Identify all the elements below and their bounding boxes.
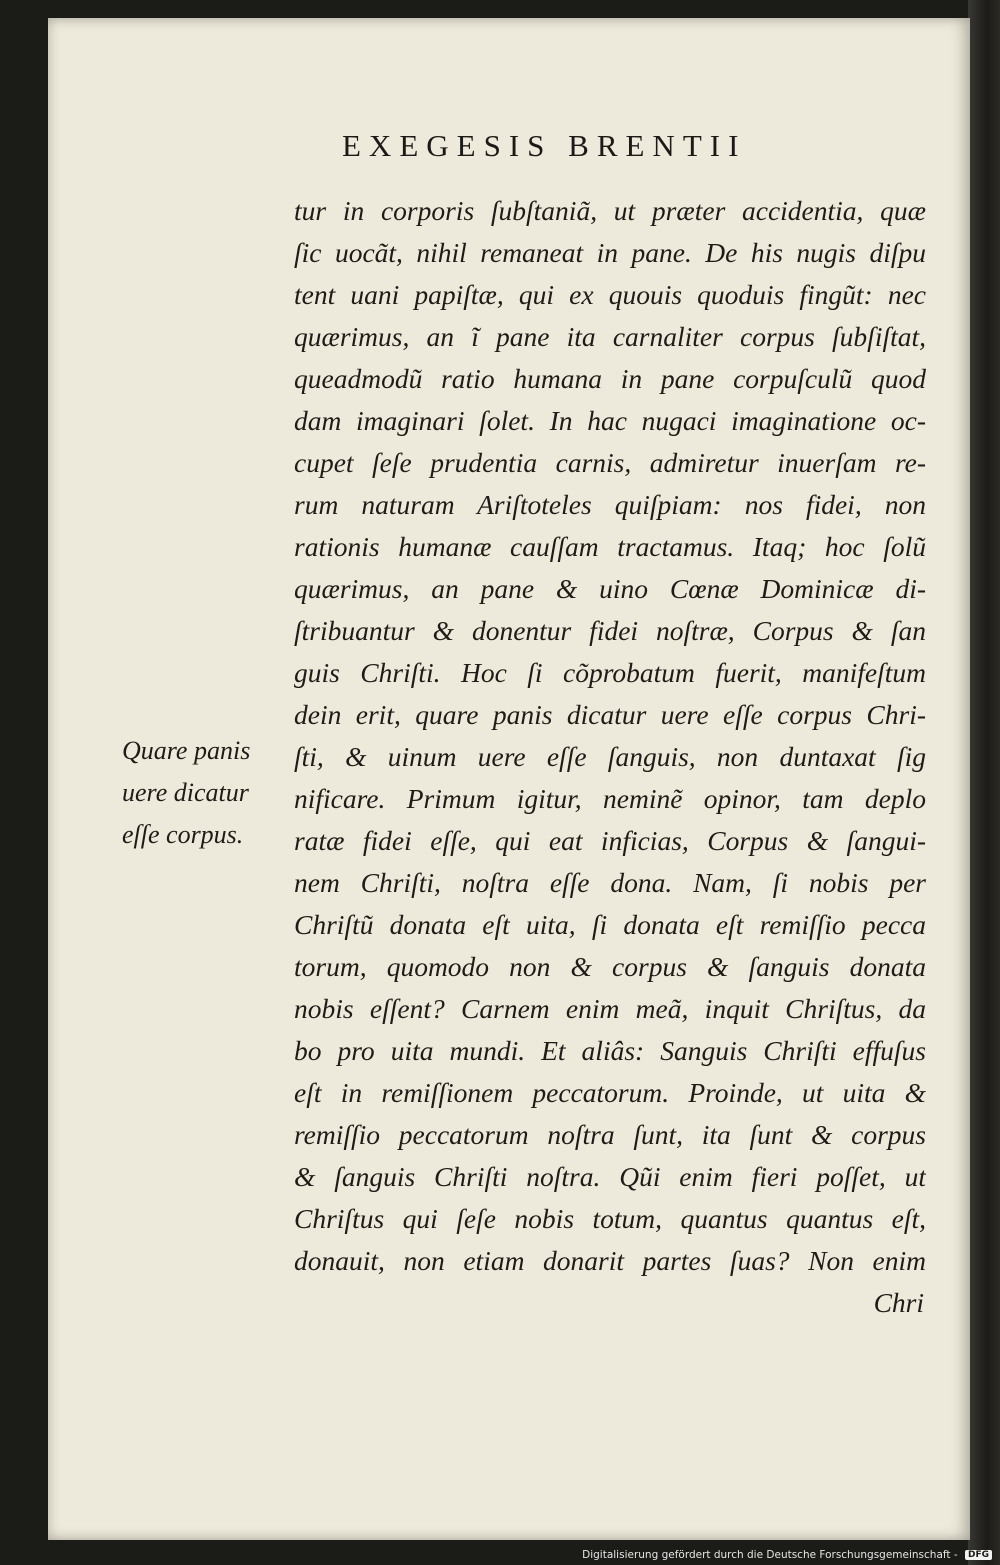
book-spine-edge <box>968 0 1000 1565</box>
credit-text: Digitalisierung gefördert durch die Deutsche Forschungsgemeinschaft - <box>582 1549 958 1561</box>
text-line: ſtribuantur & donentur fidei noſtræ, Corpus & ſan <box>294 615 926 646</box>
text-line: queadmodũ ratio humana in pane corpuſculũ quod <box>294 363 926 394</box>
text-line: quærimus, an pane & uino Cœnæ Dominicæ di- <box>294 573 926 604</box>
text-line: tur in corporis ſubſtaniã, ut præter accidentia, quæ <box>294 195 926 226</box>
text-line: eſt in remiſſionem peccatorum. Proinde, ut uita & <box>294 1077 926 1108</box>
text-line: & ſanguis Chriſti noſtra. Qũi enim fieri poſſet, ut <box>294 1161 926 1192</box>
text-line: nificare. Primum igitur, neminẽ opinor, tam deplo <box>294 783 926 814</box>
running-head: EXEGESIS BRENTII <box>342 128 747 163</box>
text-line: remiſſio peccatorum noſtra ſunt, ita ſunt & corpus <box>294 1119 926 1150</box>
digitization-credit <box>582 1549 992 1561</box>
catchword: Chri <box>873 1287 924 1318</box>
main-text-block <box>294 190 926 1324</box>
text-line: rationis humanæ cauſſam tractamus. Itaq; hoc ſolũ <box>294 531 926 562</box>
text-line: ſti, & uinum uere eſſe ſanguis, non duntaxat ſig <box>294 741 926 772</box>
text-line: dein erit, quare panis dicatur uere eſſe corpus Chri- <box>294 699 926 730</box>
text-line: ſic uocãt, nihil remaneat in pane. De his nugis diſpu <box>294 237 926 268</box>
text-line: Chriſtus qui ſeſe nobis totum, quantus quantus eſt, <box>294 1203 926 1234</box>
text-line: donauit, non etiam donarit partes ſuas? Non enim <box>294 1245 926 1276</box>
text-line: bo pro uita mundi. Et aliâs: Sanguis Chriſti effuſus <box>294 1035 926 1066</box>
text-line: quærimus, an ĩ pane ita carnaliter corpus ſubſiſtat, <box>294 321 926 352</box>
dfg-logo: DFG <box>965 1550 992 1560</box>
text-line: nem Chriſti, noſtra eſſe dona. Nam, ſi nobis per <box>294 867 926 898</box>
text-line: dam imaginari ſolet. In hac nugaci imaginatione oc- <box>294 405 926 436</box>
marginal-note-line: uere dicatur <box>122 778 249 807</box>
text-line: guis Chriſti. Hoc ſi cõprobatum fuerit, manifeſtum <box>294 657 926 688</box>
text-line: tent uani papiſtæ, qui ex quouis quoduis fingũt: nec <box>294 279 926 310</box>
text-line: Chriſtũ donata eſt uita, ſi donata eſt remiſſio pecca <box>294 909 926 940</box>
text-line: rum naturam Ariſtoteles quiſpiam: nos fidei, non <box>294 489 926 520</box>
marginal-note-line: eſſe corpus. <box>122 820 244 849</box>
text-line: torum, quomodo non & corpus & ſanguis donata <box>294 951 926 982</box>
marginal-note-line: Quare panis <box>122 736 251 765</box>
text-line: ratæ fidei eſſe, qui eat inficias, Corpus & ſangui- <box>294 825 926 856</box>
text-line: nobis eſſent? Carnem enim meã, inquit Chriſtus, da <box>294 993 926 1024</box>
text-line: cupet ſeſe prudentia carnis, admiretur inuerſam re- <box>294 447 926 478</box>
marginal-note <box>122 730 292 856</box>
